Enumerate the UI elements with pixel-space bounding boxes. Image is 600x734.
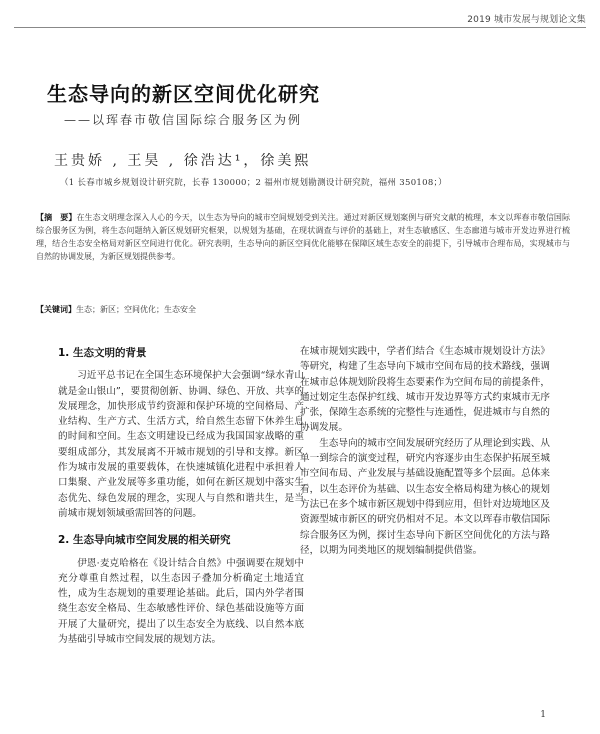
keywords-text: 生态；新区；空间优化；生态安全 (76, 305, 196, 314)
abstract-label: 【摘 要】 (36, 212, 77, 222)
body-paragraph: 伊恩·麦克哈格在《设计结合自然》中强调要在规划中充分尊重自然过程，以生态因子叠加分析确定土地适宜性，成为生态规划的重要理论基础。此后，国内外学者围绕生态安全格局、生态敏感性评价、绿色基础设施等方面开展了大量研究，提出了以生态安全为底线、以自然本底为基础引导城市空间发展的规划方法。 (58, 557, 304, 646)
keywords-label: 【关键词】 (36, 304, 76, 314)
right-column (300, 344, 550, 558)
left-column (58, 342, 304, 647)
affiliation: （1 长春市城乡规划设计研究院，长春 130000；2 福州市规划勘测设计研究院，福州 350108；） (60, 178, 447, 188)
page-number: 1 (540, 710, 546, 720)
body-paragraph: 在城市规划实践中，学者们结合《生态城市规划设计方法》等研究，构建了生态导向下城市空间布局的技术路线，强调在城市总体规划阶段将生态要素作为空间布局的前提条件，通过划定生态保护红线、城市开发边界等方式约束城市无序扩张，保障生态系统的完整性与连通性，促进城市与自然的协调发展。 (300, 346, 550, 434)
paper-subtitle: ——以珲春市敬信国际综合服务区为例 (64, 113, 303, 127)
body-paragraph: 习近平总书记在全国生态环境保护大会强调“绿水青山就是金山银山”，要贯彻创新、协调、绿色、开放、共享的发展理念，加快形成节约资源和保护环境的空间格局、产业结构、生产方式、生活方式，给自然生态留下休养生息的时间和空间。生态文明建设已经成为我国国家战略的重要组成部分，其发展离不开城市规划的引导和支撑。新区作为城市发展的重要载体，在快速城镇化进程中承担着人口集聚、产业发展等多重功能，如何在新区规划中落实生态优先、绿色发展的理念，实现人与自然和谐共生，是当前城市规划领域亟需回答的问题。 (58, 370, 304, 519)
running-head: 2019 城市发展与规划论文集 (467, 15, 586, 25)
author-list: 王贵娇 , 王昊 , 徐浩达¹，徐美熙 (54, 153, 312, 169)
header-rule (14, 27, 586, 28)
keywords-block (36, 303, 570, 316)
body-paragraph: 生态导向的城市空间发展研究经历了从理论到实践、从单一到综合的演变过程，研究内容逐步由生态保护拓展至城市空间布局、产业发展与基础设施配置等多个层面。总体来看，以生态评价为基础、以生态安全格局构建为核心的规划方法已在多个城市新区规划中得到应用，但针对边境地区及资源型城市新区的研究仍相对不足。本文以珲春市敬信国际综合服务区为例，探讨生态导向下新区空间优化的方法与路径，以期为同类地区的规划编制提供借鉴。 (300, 437, 550, 556)
abstract-text: 在生态文明理念深入人心的今天，以生态为导向的城市空间规划受到关注。通过对新区规划案例与研究文献的梳理，本文以珲春市敬信国际综合服务区为例，将生态问题纳入新区规划研究框架，以规划为基础，在现状调查与评价的基础上，对生态敏感区、生态廊道与城市开发边界进行梳理，结合生态安全格局对新区空间进行优化。研究表明，生态导向的新区空间优化能够在保障区域生态安全的前提下，引导城市合理布局，实现城市与自然的协调发展，为新区规划提供参考。 (36, 213, 571, 261)
section-heading: 2. 生态导向城市空间发展的相关研究 (58, 534, 231, 547)
section-heading: 1. 生态文明的背景 (58, 347, 147, 359)
paper-title: 生态导向的新区空间优化研究 (47, 82, 320, 106)
abstract-block (36, 211, 570, 263)
